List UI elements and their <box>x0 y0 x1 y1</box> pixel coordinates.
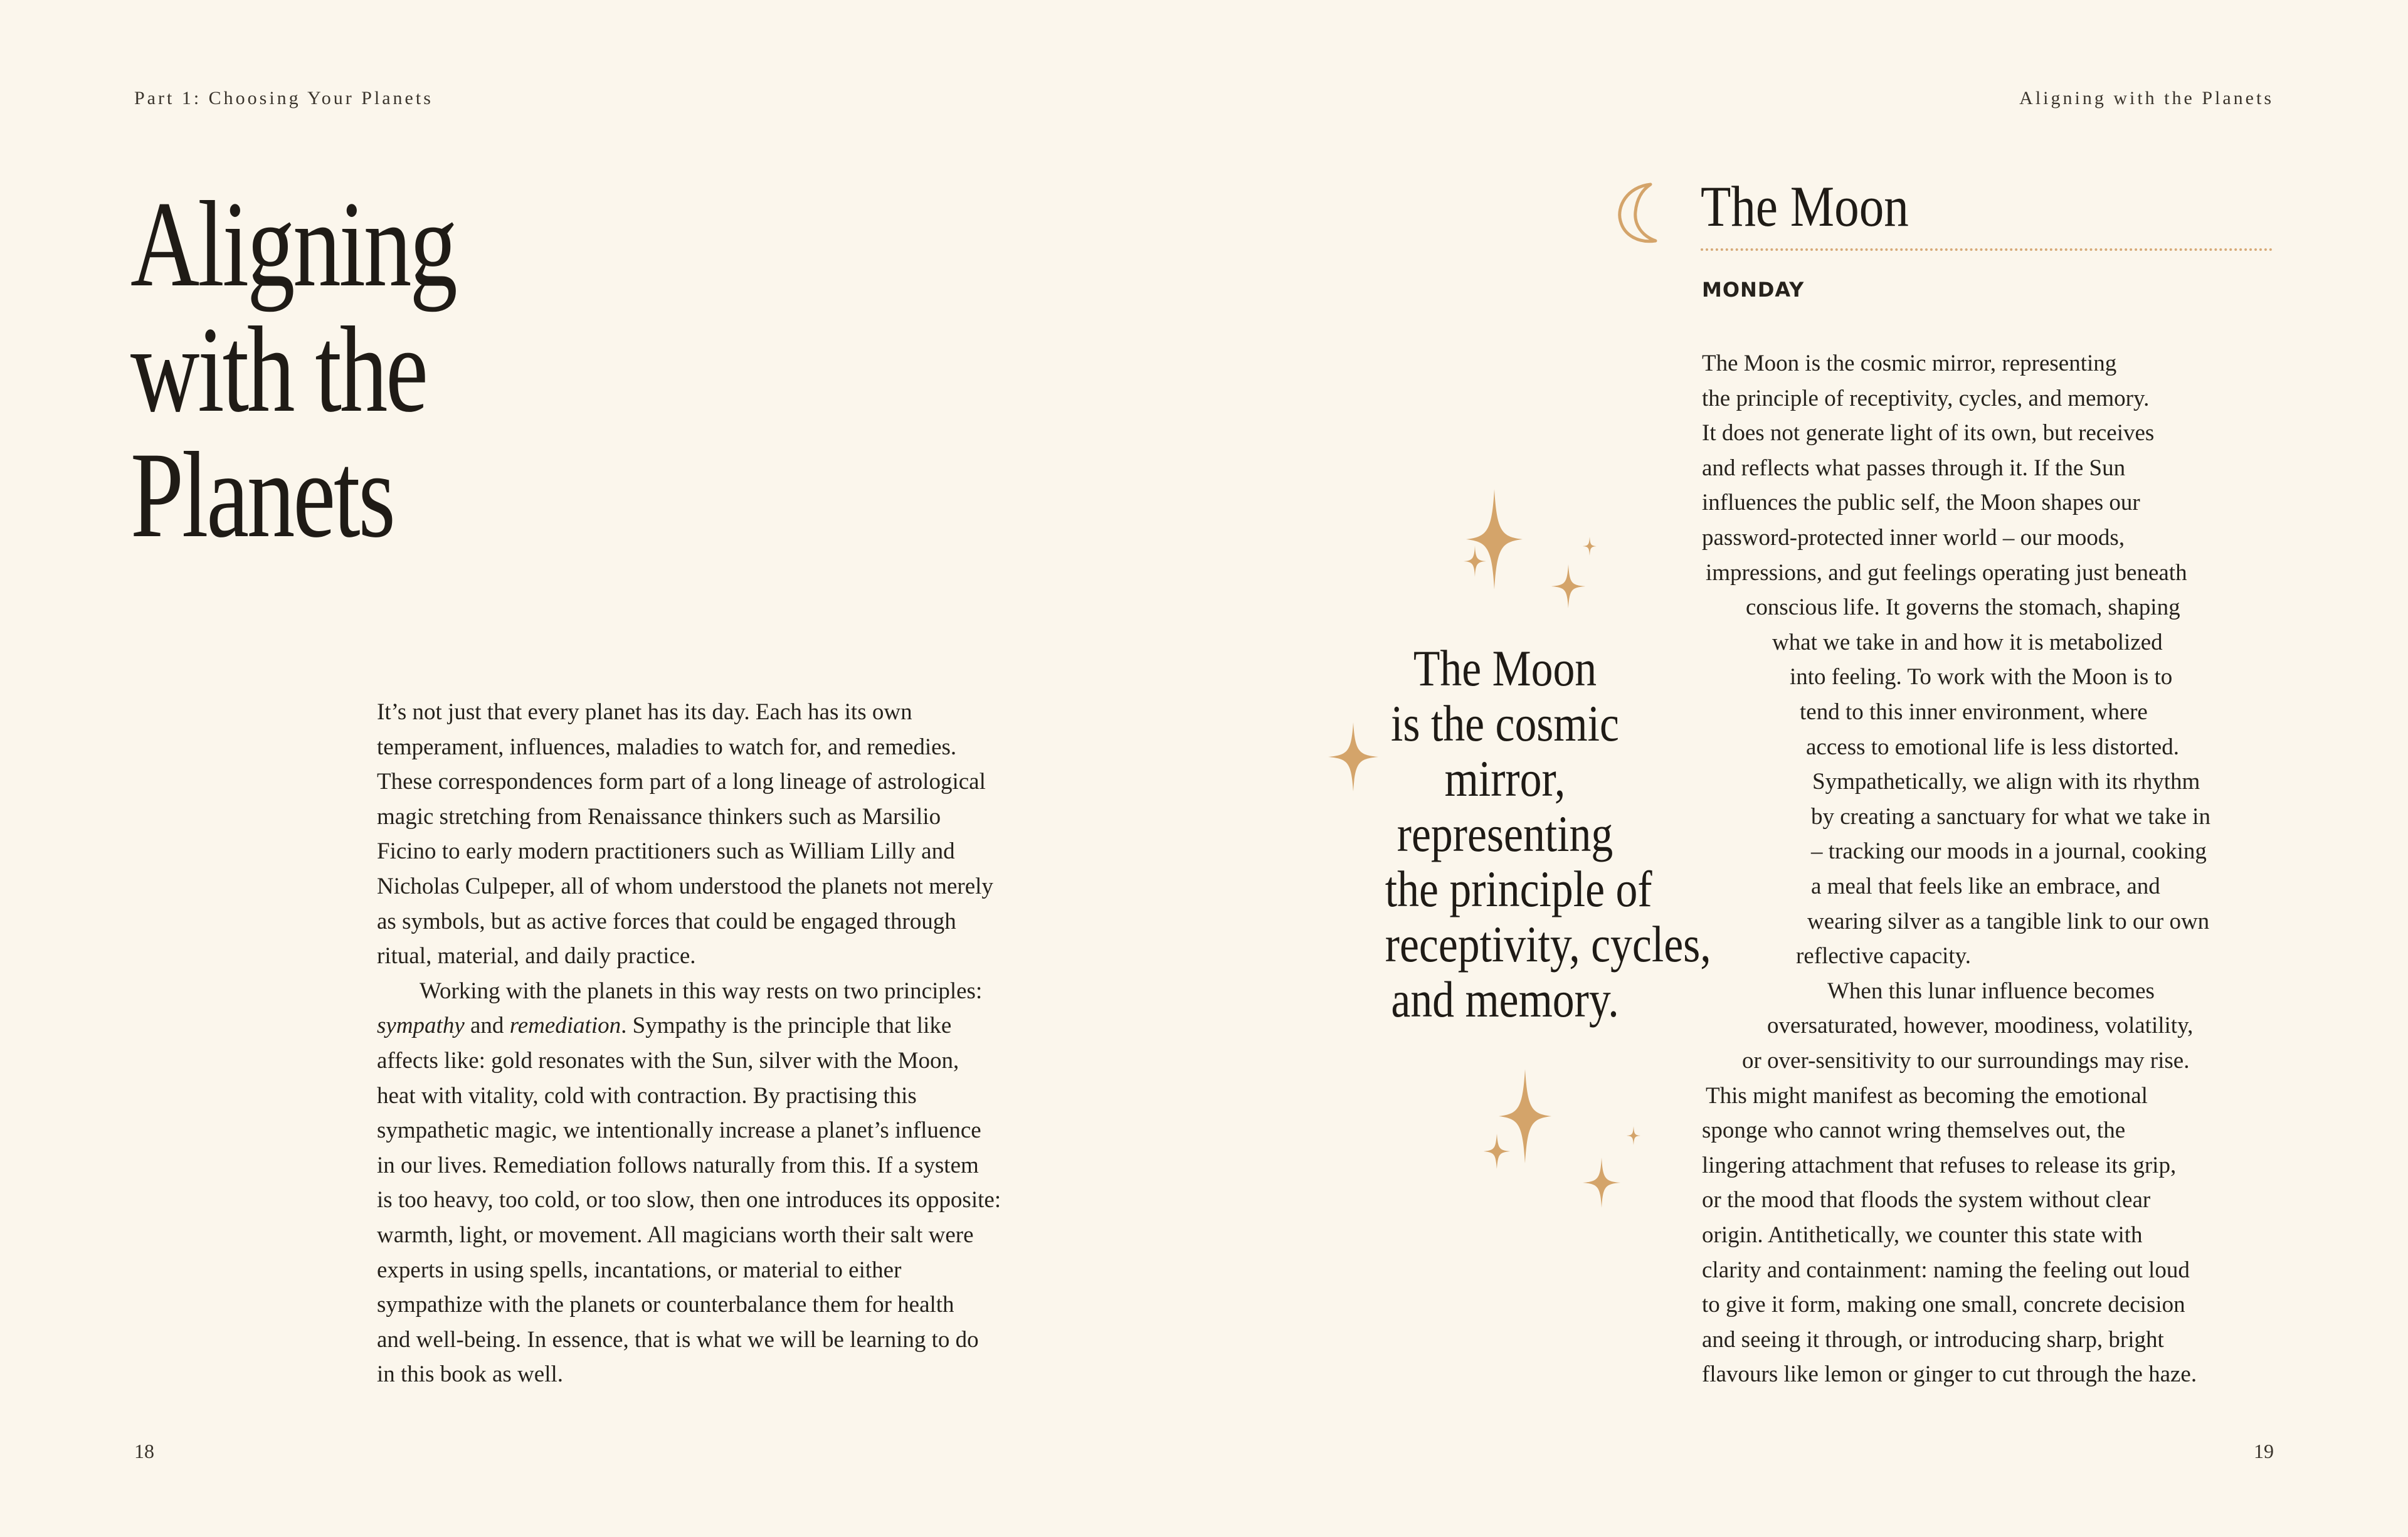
text-line: sympathetic magic, we intentionally increase a planet’s influence <box>377 1117 981 1144</box>
text-line: oversaturated, however, moodiness, volatility, <box>1767 1013 2194 1039</box>
text-line: tend to this inner environment, where <box>1800 699 2148 725</box>
text-line: clarity and containment: naming the feeling out loud <box>1702 1257 2190 1283</box>
text-line: It does not generate light of its own, but receives <box>1702 420 2155 446</box>
text-line: in this book as well. <box>377 1361 564 1388</box>
page-number-left: 18 <box>134 1440 154 1462</box>
term-remediation: remediation <box>509 1013 621 1039</box>
text-line: When this lunar influence becomes <box>1827 978 2155 1004</box>
text-line: influences the public self, the Moon shapes our <box>1702 490 2140 516</box>
text-line: Ficino to early modern practitioners such as William Lilly and <box>377 838 955 865</box>
dotted-divider <box>1701 248 2273 251</box>
pull-quote-line: and memory. <box>1391 971 1619 1028</box>
text-line: or the mood that floods the system without clear <box>1702 1187 2151 1213</box>
pull-quote-line: The Moon <box>1413 640 1597 697</box>
text-line: These correspondences form part of a long lineage of astrological <box>377 769 986 795</box>
page-number-right: 19 <box>2254 1440 2274 1462</box>
running-head-left: Part 1: Choosing Your Planets <box>134 88 433 108</box>
text-line: access to emotional life is less distorted. <box>1806 734 2179 760</box>
text-line: as symbols, but as active forces that could be engaged through <box>377 908 956 934</box>
text-line: temperament, influences, maladies to watch for, and remedies. <box>377 734 957 760</box>
text-line: to give it form, making one small, concrete decision <box>1702 1292 2185 1318</box>
day-label: MONDAY <box>1702 278 1805 302</box>
text-line: affects like: gold resonates with the Sun, silver with the Moon, <box>377 1047 959 1074</box>
text-line: or over-sensitivity to our surroundings may rise. <box>1742 1048 2190 1074</box>
text-line: and well-being. In essence, that is what we will be learning to do <box>377 1326 979 1353</box>
section-title: The Moon <box>1701 174 1909 238</box>
text-line: by creating a sanctuary for what we take in <box>1811 803 2210 830</box>
chapter-title-line: Planets <box>130 427 394 563</box>
text-line: The Moon is the cosmic mirror, representing <box>1702 351 2117 376</box>
pull-quote-line: the principle of <box>1385 860 1652 917</box>
text-line: ritual, material, and daily practice. <box>377 943 696 969</box>
pull-quote-line: mirror, <box>1444 750 1566 807</box>
moon-body-text <box>0 346 2408 1412</box>
text-line: password-protected inner world – our moods, <box>1702 525 2125 551</box>
text-line: the principle of receptivity, cycles, and memory. <box>1702 385 2150 411</box>
pull-quote-line: representing <box>1397 805 1613 862</box>
text-line: origin. Antithetically, we counter this state with <box>1702 1222 2143 1248</box>
text-line: It’s not just that every planet has its day. Each has its own <box>377 699 912 725</box>
text-fragment: and <box>464 1013 510 1039</box>
text-line: and reflects what passes through it. If the Sun <box>1702 455 2126 481</box>
text-line: reflective capacity. <box>1796 943 1972 969</box>
text-line: flavours like lemon or ginger to cut through the haze. <box>1702 1361 2197 1388</box>
text-line: Working with the planets in this way rests on two principles: <box>420 978 983 1004</box>
text-line: heat with vitality, cold with contraction. By practising this <box>377 1082 917 1109</box>
text-fragment: . Sympathy is the principle that like <box>621 1013 952 1039</box>
text-line: sponge who cannot wring themselves out, the <box>1702 1117 2126 1144</box>
crescent-moon-icon <box>1612 182 1668 245</box>
text-line: and seeing it through, or introducing sharp, bright <box>1702 1326 2164 1353</box>
text-line: in our lives. Remediation follows naturally from this. If a system <box>377 1152 979 1178</box>
text-line: into feeling. To work with the Moon is to <box>1790 664 2173 690</box>
text-line: Sympathetically, we align with its rhythm <box>1812 769 2200 795</box>
text-line: wearing silver as a tangible link to our own <box>1807 908 2210 934</box>
text-line: warmth, light, or movement. All magicians worth their salt were <box>377 1222 974 1248</box>
text-line: Nicholas Culpeper, all of whom understood the planets not merely <box>377 873 993 899</box>
text-line: magic stretching from Renaissance thinkers such as Marsilio <box>377 803 941 830</box>
running-head-right: Aligning with the Planets <box>2019 88 2274 108</box>
pull-quote-line: is the cosmic <box>1391 695 1619 752</box>
text-line: sympathize with the planets or counterbalance them for health <box>377 1292 954 1318</box>
text-line: impressions, and gut feelings operating just beneath <box>1706 559 2187 586</box>
term-sympathy: sympathy <box>377 1013 465 1039</box>
text-line: a meal that feels like an embrace, and <box>1811 874 2160 899</box>
text-line: lingering attachment that refuses to release its grip, <box>1702 1152 2177 1178</box>
pull-quote-line: receptivity, cycles, <box>1385 916 1711 973</box>
text-line: what we take in and how it is metabolized <box>1772 629 2163 655</box>
text-line: – tracking our moods in a journal, cooking <box>1811 838 2207 865</box>
text-line: is too heavy, too cold, or too slow, then one introduces its opposite: <box>377 1187 1001 1213</box>
text-line: This might manifest as becoming the emotional <box>1706 1082 2148 1109</box>
chapter-title-line: with the <box>130 302 426 438</box>
text-line: conscious life. It governs the stomach, shaping <box>1746 594 2180 621</box>
chapter-title-line: Aligning <box>130 176 456 312</box>
text-line: experts in using spells, incantations, or material to either <box>377 1257 902 1283</box>
